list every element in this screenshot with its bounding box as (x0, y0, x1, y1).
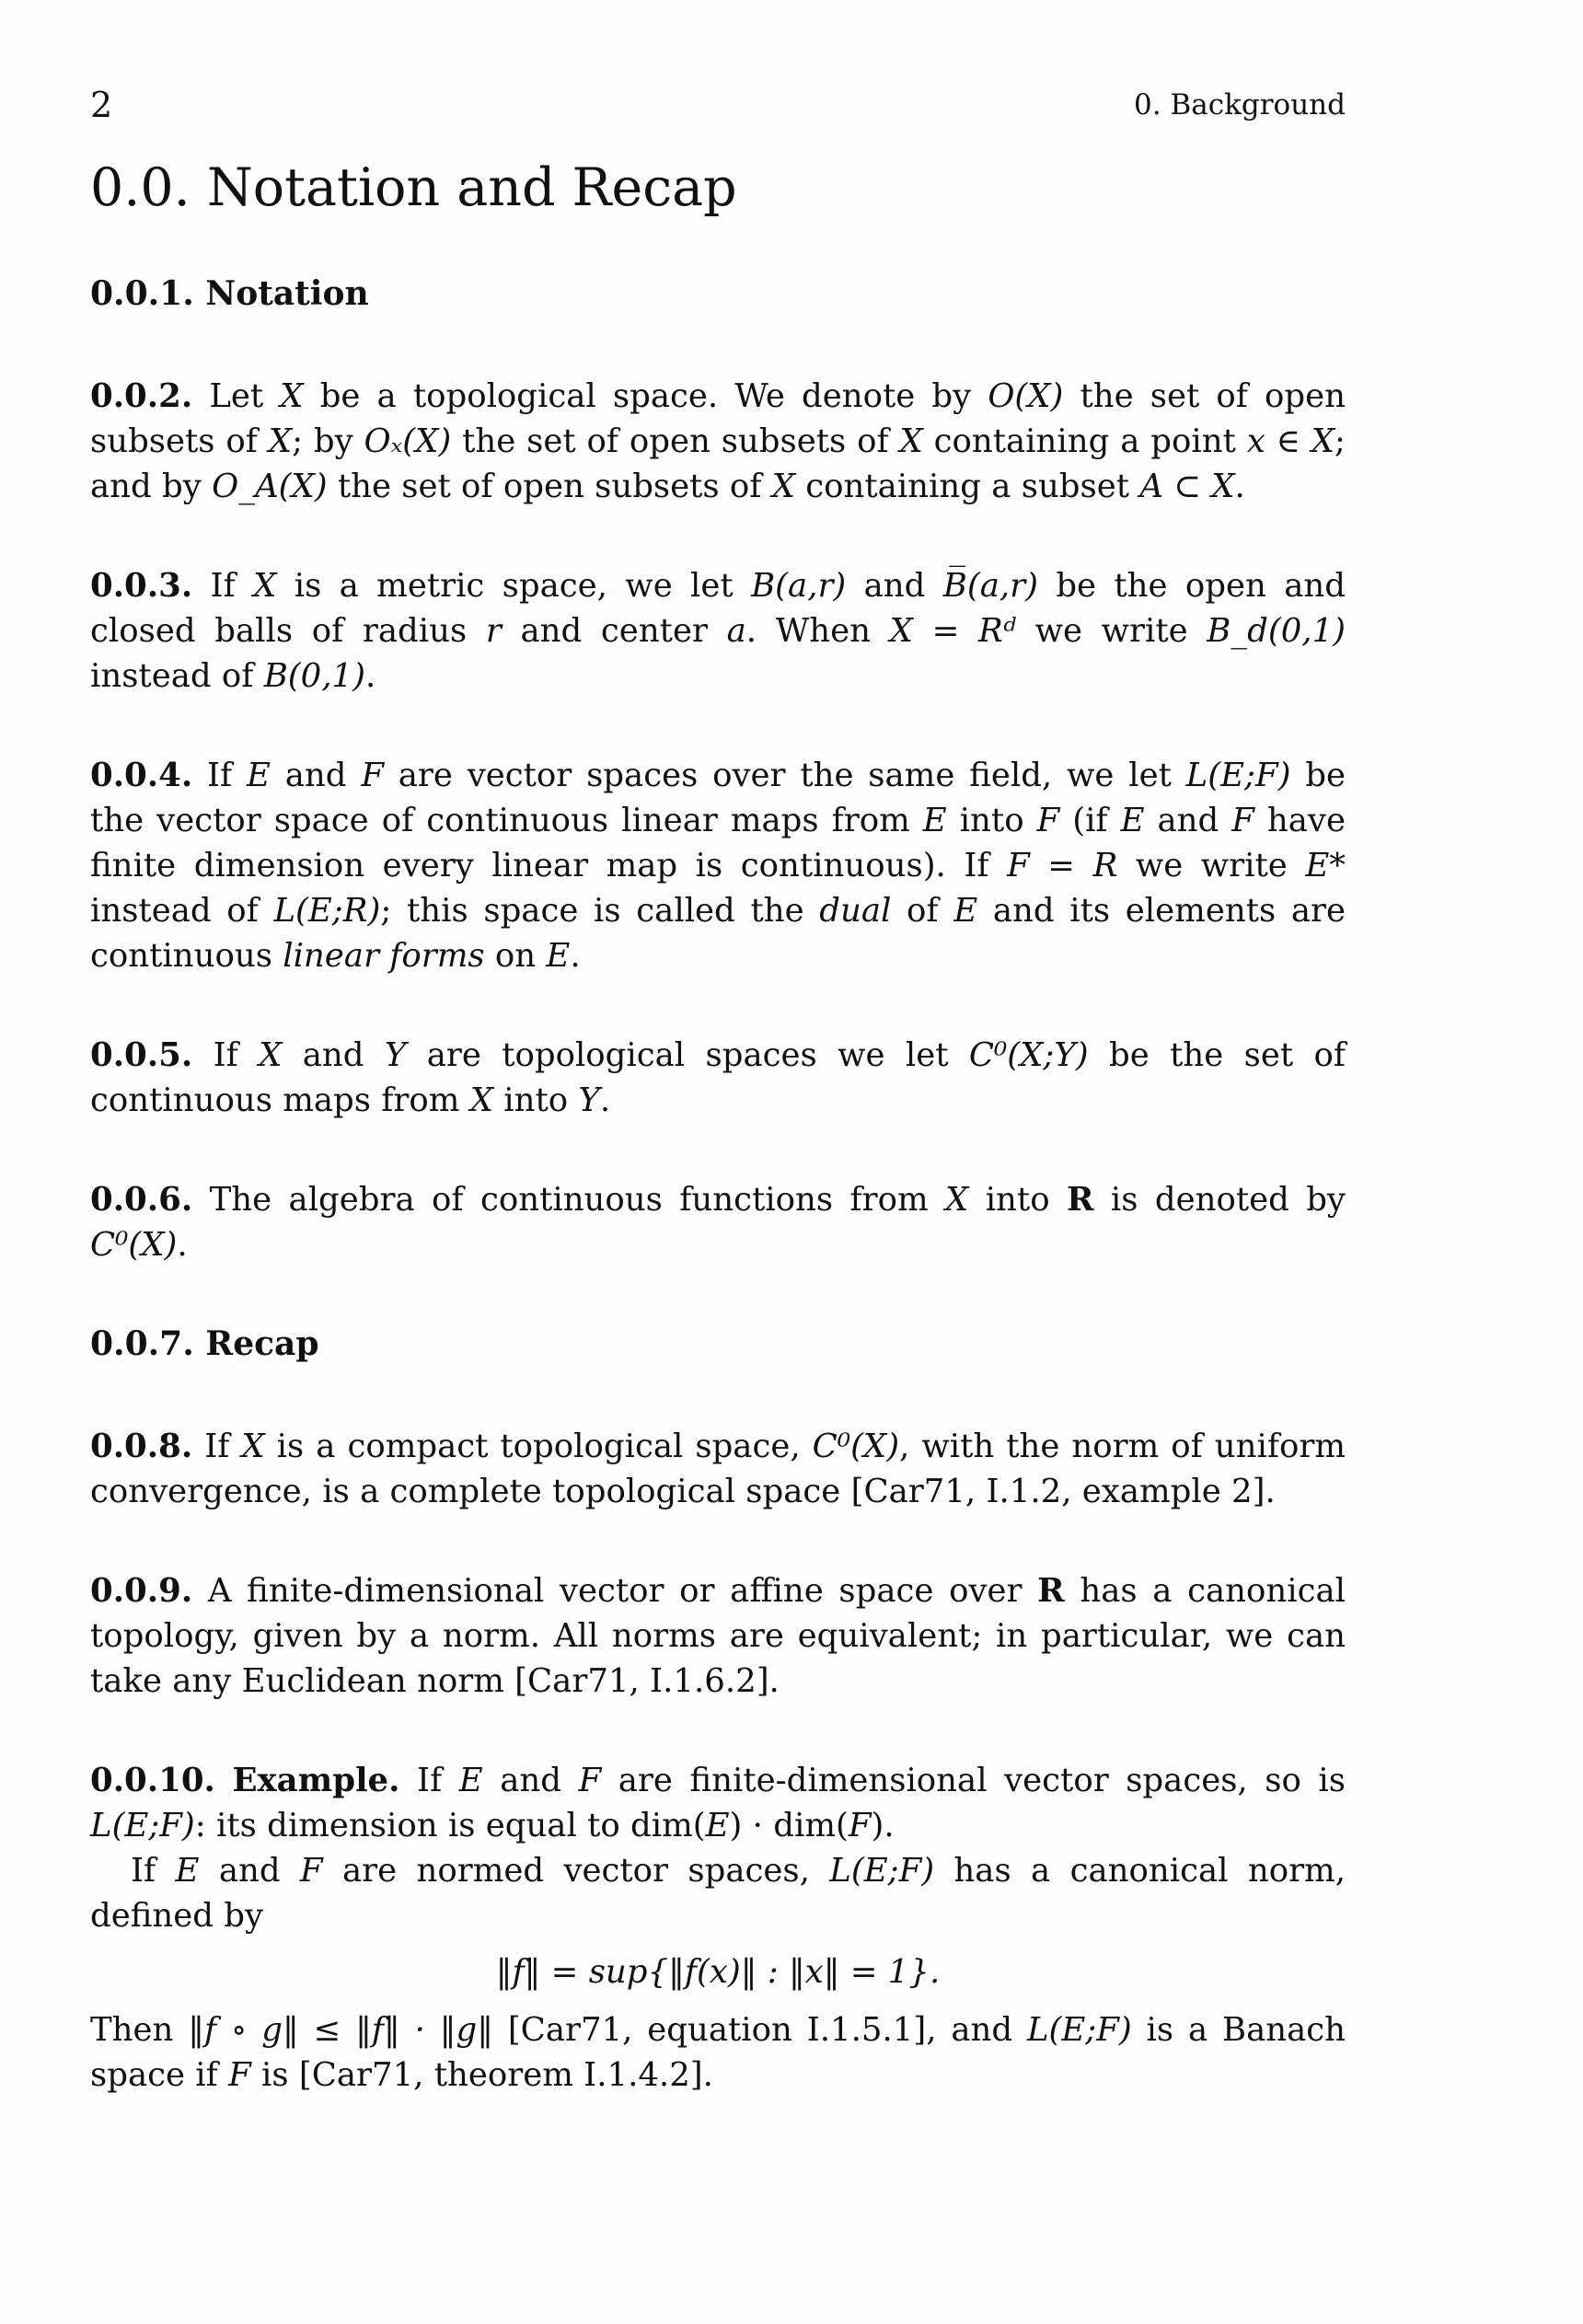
paragraph-0-0-3: 0.0.3. If X is a metric space, we let B(a,r) and B̅(a,r) be the open and closed balls of radius r and center a. When X = Rᵈ we write B_d(0,1) instead of B(0,1). (90, 567, 1346, 695)
page-header (90, 85, 1346, 131)
example-continuation: If E and F are normed vector spaces, L(E;F) has a canonical norm, defined by (90, 1852, 1346, 1935)
paragraph-0-0-10: 0.0.10. Example. If E and F are finite-dimensional vector spaces, so is L(E;F): its dimension is equal to dim(E) · dim(F). If E and F are normed vector spaces, L(E;F) has a canonical norm, defined by (90, 1758, 1346, 1938)
body-text (90, 272, 1346, 2152)
paragraph-0-0-9: 0.0.9. A finite-dimensional vector or affine space over R has a canonical topology, given by a norm. All norms are equivalent; in particular, we can take any Euclidean norm [Car71, I.1.6.2]. (90, 1572, 1346, 1700)
paragraph-0-0-5: 0.0.5. If X and Y are topological spaces we let C⁰(X;Y) be the set of continuous maps from X into Y. (90, 1036, 1346, 1119)
running-head: 0. Background (1134, 88, 1346, 121)
paragraph-0-0-6: 0.0.6. The algebra of continuous functions from X into R is denoted by C⁰(X). (90, 1181, 1346, 1264)
chapter-title: 0.0. Notation and Recap (90, 157, 737, 218)
paragraph-0-0-4: 0.0.4. If E and F are vector spaces over the same field, we let L(E;F) be the vector space of continuous linear maps from E into F (if E and F have finite dimension every linear map is continuous). If F = R we write E* instead of L(E;R); this space is called the dual of E and its elements are continuous linear forms on E. (90, 757, 1346, 975)
paragraph-0-0-2: 0.0.2. Let X be a topological space. We denote by O(X) the set of open subsets of X; by Oₓ(X) the set of open subsets of X containing a point x ∈ X; and by O_A(X) the set of open subsets of X containing a subset A ⊂ X. (90, 377, 1346, 505)
norm-formula: ‖f‖ = sup{‖f(x)‖ : ‖x‖ = 1}. (495, 1953, 941, 1991)
section-heading-notation: 0.0.1. Notation (90, 274, 369, 313)
page-number: 2 (90, 85, 113, 125)
section-heading-recap: 0.0.7. Recap (90, 1324, 319, 1363)
paragraph-then: Then ‖f ∘ g‖ ≤ ‖f‖ · ‖g‖ [Car71, equation I.1.5.1], and L(E;F) is a Banach space if F is [Car71, theorem I.1.4.2]. (90, 2011, 1346, 2094)
paragraph-0-0-8: 0.0.8. If X is a compact topological space, C⁰(X), with the norm of uniform convergence, is a complete topological space [Car71, I.1.2, example 2]. (90, 1428, 1346, 1510)
